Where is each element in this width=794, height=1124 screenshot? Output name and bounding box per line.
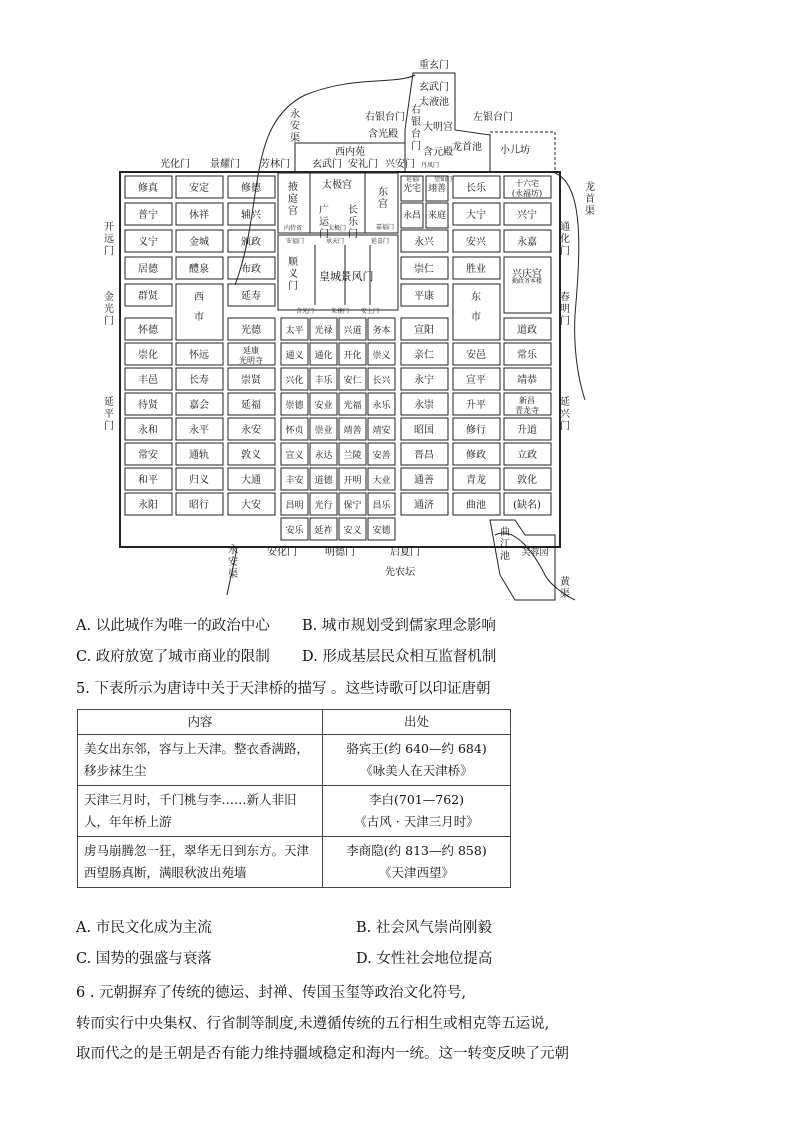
table-row [78,837,511,888]
ward-label: 永安 [241,425,261,436]
q6-line-2: 转而实行中央集权、行省制等制度,未遵循传统的五行相生或相克等五运说, [76,1016,550,1032]
ward-label: 兴道 [343,326,362,336]
gate-label: 长 [348,205,358,216]
small-gate-label: 望仙门 [433,176,453,183]
gate-label: 门 [411,141,421,152]
garden-label: 芙蓉园 [521,548,549,558]
gate-label: 门 [319,229,329,240]
gate-label: 门 [560,421,570,432]
ward-label: 昭行 [189,500,209,511]
gate-label: 门 [104,246,114,257]
gate-label: 春 [560,292,570,303]
ward-label: 立政 [517,450,537,461]
ward-label: 待贤 [138,400,158,411]
palace-label: 宫 [288,206,298,217]
ward-label: 通义 [285,351,304,361]
q5-option-d: D. 女性社会地位提高 [356,951,493,967]
ward-label: 金城 [189,237,209,248]
ward-label: 崇业 [314,426,333,436]
canal-label: 安 [228,557,238,568]
q4-option-b: B. 城市规划受到儒家理念影响 [302,618,496,634]
ward-label: 安义 [343,526,362,536]
pond-label: 龙首池 [452,142,482,153]
ward-label: 通济 [414,500,434,511]
palace-label: 宫 [378,199,388,210]
header-content: 内容 [78,710,323,735]
changan-city-map [95,55,615,603]
ward-label: 曲池 [466,500,486,511]
ward-label: 光福 [343,401,362,411]
ward-label: 归义 [189,475,209,486]
small-gate-label: 内侍省 [283,225,303,232]
q5-stem: 5. 下表所示为唐诗中关于天津桥的描写 。这些诗歌可以印证唐朝 [76,681,491,697]
ward-label: 通轨 [189,450,209,461]
canal-label: 永 [290,109,300,120]
canal-label: 安 [290,121,300,132]
imperial-city-label: 皇城 [319,270,341,283]
gate-label: 门 [348,229,358,240]
ward-label: 修政 [466,450,486,461]
ward-label: 长寿 [189,375,209,386]
palace-hall-label: 含光殿 [368,129,398,140]
ward-label: 永嘉 [517,237,537,248]
ward-label: 崇贤 [241,375,261,386]
small-gate-label: 朱雀门 [330,308,350,315]
ward-label: 长乐 [466,183,486,194]
poem-source [323,837,511,888]
ward-label: 大业 [372,476,391,486]
poem-author: 李商隐(约 813—约 858) [346,843,487,858]
gate-label: 门 [288,281,298,292]
ward-label: 安兴 [466,237,486,248]
ward-label: 长兴 [372,376,391,386]
q4-option-d: D. 形成基层民众相互监督机制 [302,649,497,665]
gate-label: 门 [104,316,114,327]
q5-option-c: C. 国势的强盛与衰落 [76,951,212,967]
ward-label: 怀贞 [285,426,304,436]
ward-label: 安业 [314,401,333,411]
palace-label: 大明宫 [423,122,453,133]
ward-label: 来庭 [427,211,447,221]
small-gate-label: 延福门 [405,176,425,183]
ward-label: 光德 [241,325,261,336]
canal-label: 龙 [585,182,595,193]
ward-label: 永宁 [414,375,434,386]
gate-label: 顺 [288,257,298,268]
ward-label: 嘉会 [189,400,209,411]
palace-label: 东 [378,187,388,198]
ward-label: 亲仁 [414,350,434,361]
ward-label: 安仁 [343,376,362,386]
ward-label: 翊善 [427,184,447,194]
ward-label: 怀远 [189,350,209,361]
canal-label: 渠 [585,206,595,217]
ward-label: 安善 [372,451,391,461]
ward-label: 群贤 [138,291,158,302]
ward-label: 升道 [517,425,537,436]
ward-label: 道政 [517,325,537,336]
gate-label: 义 [288,269,298,280]
poem-content: 美女出东邻，容与上天津。整衣香满路，移步袜生尘 [78,735,323,786]
ward-label: 兰陵 [343,451,362,461]
ward-label: 永昌 [402,211,422,221]
ward-label: 兴宁 [517,210,537,221]
q4-option-a: A. 以此城作为唯一的政治中心 [76,618,270,634]
ward-label: 崇化 [138,350,158,361]
ward-label: 安定 [189,183,209,194]
gate-label: 开 [104,222,114,233]
gate-label: 广 [319,205,329,216]
ward-label: 靖善 [343,426,362,436]
ward-label: 新昌 [519,396,535,405]
ward-label: 兴庆宫 [512,269,542,280]
gate-label: 兴 [560,409,570,420]
table-row [78,735,511,786]
gate-label: 玄武门 [312,159,342,170]
ward-label: 丰乐 [314,376,333,386]
q4-option-c: C. 政府放宽了城市商业的限制 [76,649,270,665]
ward-label: 昌乐 [372,501,391,511]
gate-label: 银 [411,117,421,128]
ward-label: 延寿 [241,291,261,302]
gate-label: 安礼门 [348,159,378,170]
ward-label: 修真 [138,183,158,194]
ward-label: 胜业 [466,264,486,275]
ward-label: 靖恭 [517,375,537,386]
gate-label: 右银台门 [365,112,405,123]
canal-label: 渠 [560,589,570,600]
ward-label: 通善 [414,475,434,486]
pond-label: 曲 [500,527,510,538]
ward-label: 安德 [372,526,391,536]
small-gate-label: 太极门 [327,225,347,232]
ward-label: 永达 [314,451,333,461]
small-gate-label: 承天门 [325,238,345,245]
gate-label: 乐 [348,217,358,228]
pond-label: 太液池 [419,97,449,108]
ward-label: 永崇 [414,400,434,411]
gate-label: 台 [411,129,421,140]
ward-label: 通化 [314,351,333,361]
market-label: 市 [194,312,204,323]
ward-label: 延福 [241,400,261,411]
market-label: 东 [471,292,481,303]
gate-label: 延 [560,397,570,408]
ward-label: 永和 [138,425,158,436]
ward-label: 怀德 [138,325,158,336]
small-gate-label: 安上门 [360,308,380,315]
gate-label: 启夏门 [390,547,420,558]
market-label: 市 [471,312,481,323]
ward-label: 崇德 [285,401,304,411]
poems-table [77,709,511,888]
ward-label: 光宅 [402,184,422,194]
poem-source [323,735,511,786]
ward-label: 光行 [314,501,333,511]
ward-label: 保宁 [343,501,362,511]
small-gate-label: 含光门 [295,308,315,315]
ward-label: 休祥 [189,210,209,221]
gate-label: 通 [560,222,570,233]
ward-label: (永福坊) [511,189,543,198]
gate-label: 玄武门 [419,82,449,93]
ward-label: 靖安 [372,426,391,436]
pond-label: 池 [500,551,510,562]
small-gate-label: 勤政务本楼 [511,278,543,285]
poem-content: 虏马崩腾忽一狂，翠华无日到东方。天津西望肠真断，满眼秋波出苑墙 [78,837,323,888]
ward-label: 居德 [138,264,158,275]
ward-label: 光禄 [314,326,333,336]
ward-label: 宣平 [466,375,486,386]
altar-label: 先农坛 [385,567,415,578]
ward-label: 太平 [285,326,304,336]
gate-label: 平 [104,409,114,420]
ward-label: 辅兴 [241,210,261,221]
small-gate-label: 延喜门 [370,238,390,245]
gate-label: 安化门 [267,547,297,558]
q6-line-3: 取而代之的是王朝是否有能力维持疆域稳定和海内一统。这一转变反映了元朝 [76,1046,569,1062]
ward-label: 普宁 [138,210,158,221]
ward-label: 丰邑 [138,375,158,386]
canal-label: 永 [228,545,238,556]
ward-label: 十六宅 [515,179,539,188]
ward-label: 和平 [138,475,158,486]
ward-label: 常乐 [517,350,537,361]
palace-label: 掖 [288,182,298,193]
gate-label: 明德门 [325,547,355,558]
ward-label: 兴化 [285,376,304,386]
ward-label: 延祚 [314,526,333,536]
temple-label: 光明寺 [239,356,263,365]
canal-label: 首 [585,194,595,205]
palace-label: 庭 [288,194,298,205]
ward-label: 醴泉 [189,264,209,275]
ward-label: 大通 [241,475,261,486]
ward-label: 青龙 [466,475,486,486]
ward-label: 青龙寺 [515,406,539,415]
header-source: 出处 [323,710,511,735]
ward-label: 永乐 [372,401,391,411]
small-gate-label: 丹凤门 [420,162,440,169]
imperial-city-label: 景风门 [340,270,374,283]
ward-label: 务本 [372,326,391,336]
ward-label: 昌明 [285,501,304,511]
q5-option-a: A. 市民文化成为主流 [76,920,212,936]
ward-label: (缺名) [513,500,541,511]
poem-source [323,786,511,837]
gate-label: 光化门 [160,159,190,170]
gate-label: 门 [560,316,570,327]
ward-label: 安邑 [466,350,486,361]
gate-label: 金 [104,292,114,303]
gate-label: 门 [560,246,570,257]
q5-option-b: B. 社会风气崇尚刚毅 [356,920,492,936]
ward-label: 常安 [138,450,158,461]
gate-label: 重玄门 [419,60,449,71]
ward-label: 丰安 [285,476,304,486]
gate-label: 远 [104,234,114,245]
gate-label: 景耀门 [210,159,240,170]
gate-label: 右 [411,105,421,116]
palace-label: 太极宫 [322,180,352,191]
ward-label: 平康 [414,291,434,302]
gate-label: 光 [104,304,114,315]
q6-line-1: 6 . 元朝摒弃了传统的德运、封禅、传国玉玺等政治文化符号, [76,985,467,1001]
ward-label: 延康 [243,346,259,355]
ward-label: 开化 [343,351,362,361]
ward-label: 升平 [466,400,486,411]
ward-label: 大安 [241,500,261,511]
poem-author: 骆宾王(约 640—约 684) [346,741,487,756]
gate-label: 化 [560,234,570,245]
palace-hall-label: 含元殿 [423,147,453,158]
canal-label: 黄 [560,577,570,588]
gate-label: 运 [319,217,329,228]
poem-title: 《天津西望》 [378,865,454,880]
gate-label: 芳林门 [260,159,290,170]
ward-label: 敦化 [517,475,537,486]
ward-label: 永兴 [414,237,434,248]
ward-label: 宣义 [285,451,304,461]
poem-content: 天津三月时，千门桃与李……新人非旧人，年年桥上游 [78,786,323,837]
ward-label: 开明 [343,476,362,486]
gate-label: 延 [104,397,114,408]
ward-label: 永阳 [138,500,158,511]
canal-label: 渠 [290,133,300,144]
ward-label: 晋昌 [414,450,434,461]
ward-label: 崇仁 [414,264,434,275]
small-gate-label: 安福门 [285,238,305,245]
ward-block [504,257,551,313]
gate-label: 门 [104,421,114,432]
ward-label: 永平 [189,425,209,436]
ward-label: 大宁 [466,210,486,221]
ward-label: 昭国 [414,425,434,436]
ward-label: 义宁 [138,237,158,248]
poem-title: 《咏美人在天津桥》 [360,763,473,778]
ward-label: 修德 [241,183,261,194]
ward-label: 布政 [241,264,261,275]
ward-label: 修行 [466,425,486,436]
pond-label: 江 [500,539,510,550]
ward-label: 宣阳 [414,325,434,336]
ward-label: 敦义 [241,450,261,461]
gate-label: 明 [560,304,570,315]
table-row [78,786,511,837]
poem-title: 《古风 · 天津三月时》 [354,814,479,829]
ward-label: 小儿坊 [500,145,530,156]
ward-label: 崇义 [372,351,391,361]
garden-label: 西内苑 [335,147,365,158]
table-header-row [78,710,511,735]
ward-label: 安乐 [285,526,304,536]
gate-label: 兴安门 [385,159,415,170]
market-label: 西 [194,292,204,303]
gate-label: 左银台门 [473,112,513,123]
ward-label: 道德 [314,476,333,486]
small-gate-label: 嘉福门 [375,224,395,231]
poem-author: 李白(701—762) [369,792,464,807]
ward-label: 颁政 [241,237,261,248]
canal-label: 渠 [228,569,238,580]
